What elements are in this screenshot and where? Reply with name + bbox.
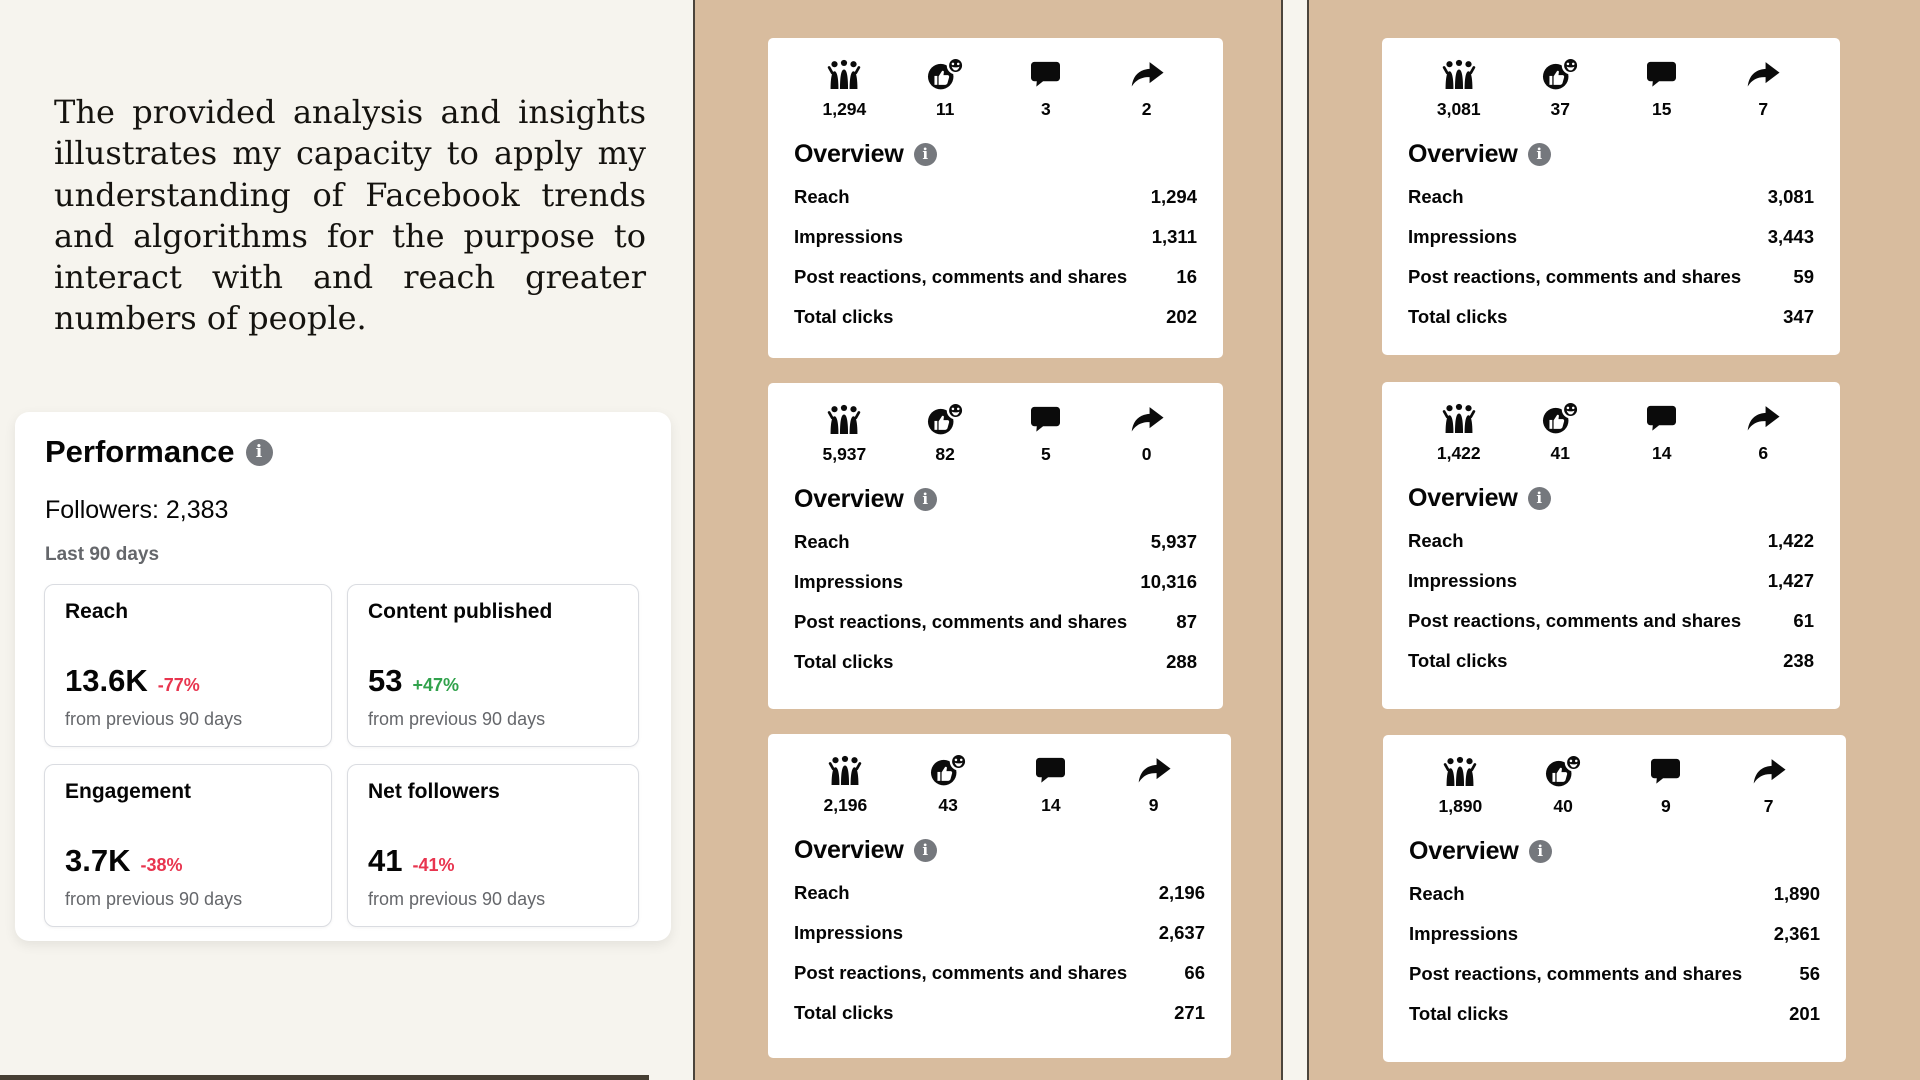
section-divider-rule [0, 1075, 649, 1080]
stat-comments [1611, 400, 1713, 464]
comment-icon [1646, 56, 1677, 92]
stat-value: 6 [1758, 443, 1769, 463]
comment-icon [1030, 56, 1061, 92]
stat-shares [1713, 56, 1815, 120]
info-icon[interactable]: i [1528, 487, 1551, 510]
overview-row-clicks [794, 297, 1197, 337]
overview-row-clicks [1409, 994, 1820, 1034]
row-value: 238 [1783, 650, 1814, 671]
stat-reactions [895, 401, 996, 465]
overview-row-reach [1408, 177, 1814, 217]
stat-shares [1102, 752, 1205, 816]
performance-card [15, 412, 671, 941]
post-stats-row [794, 748, 1205, 816]
share-icon [1751, 753, 1787, 789]
metric-caption: from previous 90 days [65, 889, 243, 909]
overview-title: Overview [1408, 140, 1518, 168]
info-icon[interactable]: i [914, 488, 937, 511]
reactions-icon [926, 401, 965, 437]
stat-reactions [1512, 753, 1615, 817]
stat-value: 7 [1758, 99, 1769, 119]
row-value: 61 [1793, 610, 1814, 631]
metric-title: Content published [368, 600, 553, 623]
performance-title [45, 434, 273, 470]
post-stats-row [1408, 396, 1814, 464]
post-stats-row [794, 52, 1197, 120]
overview-heading [1409, 837, 1820, 866]
metric-value: 13.6K [65, 663, 148, 698]
comment-icon [1030, 401, 1061, 437]
overview-heading [794, 836, 1205, 865]
post-insights-card [768, 38, 1223, 358]
comment-icon [1646, 400, 1677, 436]
reach-icon [827, 56, 861, 92]
row-value: 3,443 [1767, 226, 1814, 247]
row-label: Total clicks [794, 1002, 894, 1023]
stat-value: 5 [1041, 444, 1051, 464]
overview-row-reactions [1409, 954, 1820, 994]
row-value: 201 [1789, 1003, 1820, 1024]
overview-heading [1408, 484, 1814, 513]
overview-row-reach [794, 177, 1197, 217]
row-value: 2,196 [1158, 882, 1205, 903]
metric-caption: from previous 90 days [368, 889, 546, 909]
row-label: Post reactions, comments and shares [1409, 963, 1743, 984]
row-value: 5,937 [1150, 531, 1197, 552]
row-value: 347 [1783, 306, 1814, 327]
row-value: 2,361 [1773, 923, 1820, 944]
followers-count: Followers: 2,383 [45, 496, 229, 524]
stat-reach [794, 752, 897, 816]
stat-comments [1000, 752, 1103, 816]
overview-row-impressions [794, 913, 1205, 953]
metric-value: 41 [368, 843, 403, 878]
stat-value: 14 [1652, 443, 1672, 463]
row-label: Impressions [1408, 570, 1517, 591]
row-label: Reach [794, 186, 850, 207]
row-value: 87 [1176, 611, 1197, 632]
stat-shares [1096, 56, 1197, 120]
row-value: 271 [1174, 1002, 1205, 1023]
row-label: Impressions [794, 226, 903, 247]
row-label: Reach [1408, 530, 1464, 551]
stat-reach [794, 56, 895, 120]
info-icon[interactable]: i [914, 143, 937, 166]
overview-title: Overview [794, 140, 904, 168]
metric-change: +47% [412, 675, 460, 695]
reach-icon [828, 752, 862, 788]
row-label: Impressions [794, 571, 903, 592]
metric-card-reach[interactable] [44, 584, 332, 747]
overview-row-reach [794, 873, 1205, 913]
reach-icon [827, 401, 861, 437]
metric-card-engagement[interactable] [44, 764, 332, 927]
metric-caption: from previous 90 days [65, 709, 243, 729]
overview-title: Overview [1409, 837, 1519, 865]
stat-value: 37 [1550, 99, 1570, 119]
reactions-icon [1544, 753, 1583, 789]
overview-row-reach [1409, 874, 1820, 914]
stat-value: 15 [1652, 99, 1672, 119]
overview-row-reactions [1408, 601, 1814, 641]
share-icon [1129, 401, 1165, 437]
stat-reactions [1510, 56, 1612, 120]
overview-row-impressions [1408, 217, 1814, 257]
reactions-icon [1541, 56, 1580, 92]
row-label: Post reactions, comments and shares [1408, 610, 1742, 631]
overview-row-reactions [1408, 257, 1814, 297]
post-insights-card [1382, 38, 1840, 355]
metric-change: -77% [157, 675, 200, 695]
reactions-icon [929, 752, 968, 788]
post-insights-card [1382, 382, 1840, 709]
share-icon [1136, 752, 1172, 788]
row-value: 1,427 [1767, 570, 1814, 591]
row-label: Total clicks [1409, 1003, 1509, 1024]
comment-icon [1650, 753, 1681, 789]
metric-card-net-followers[interactable] [347, 764, 639, 927]
stat-comments [996, 56, 1097, 120]
post-stats-row [794, 397, 1197, 465]
post-insights-card [768, 734, 1231, 1058]
row-value: 10,316 [1140, 571, 1197, 592]
stat-value: 14 [1041, 795, 1061, 815]
row-label: Total clicks [794, 651, 894, 672]
row-value: 1,294 [1150, 186, 1197, 207]
share-icon [1745, 400, 1781, 436]
stat-reactions [895, 56, 996, 120]
stat-value: 5,937 [822, 444, 867, 464]
overview-heading [1408, 140, 1814, 169]
stat-value: 11 [935, 99, 955, 119]
stat-shares [1713, 400, 1815, 464]
overview-row-reach [794, 522, 1197, 562]
stat-shares [1717, 753, 1820, 817]
stat-value: 1,294 [822, 99, 867, 119]
post-insights-card [1383, 735, 1846, 1062]
overview-row-impressions [1408, 561, 1814, 601]
stat-value: 43 [938, 795, 958, 815]
overview-row-reactions [794, 257, 1197, 297]
row-label: Reach [1409, 883, 1465, 904]
stat-comments [1611, 56, 1713, 120]
stat-value: 40 [1553, 796, 1573, 816]
row-label: Post reactions, comments and shares [794, 962, 1128, 983]
stat-reach [1408, 400, 1510, 464]
row-label: Reach [794, 882, 850, 903]
row-value: 3,081 [1767, 186, 1814, 207]
post-stats-row [1409, 749, 1820, 817]
reach-icon [1442, 400, 1476, 436]
row-value: 16 [1176, 266, 1197, 287]
metric-value: 3.7K [65, 843, 131, 878]
overview-row-reach [1408, 521, 1814, 561]
stat-value: 3 [1041, 99, 1051, 119]
post-insights-card [768, 383, 1223, 709]
row-value: 59 [1793, 266, 1814, 287]
row-value: 1,311 [1151, 226, 1197, 247]
stat-reach [1408, 56, 1510, 120]
row-value: 1,890 [1773, 883, 1820, 904]
metric-value: 53 [368, 663, 403, 698]
overview-heading [794, 140, 1197, 169]
reach-icon [1442, 56, 1476, 92]
stat-reactions [1510, 400, 1612, 464]
post-stats-row [1408, 52, 1814, 120]
metric-title: Reach [65, 600, 129, 623]
overview-row-impressions [794, 217, 1197, 257]
info-icon[interactable]: i [1529, 840, 1552, 863]
overview-title: Overview [794, 485, 904, 513]
overview-row-clicks [1408, 297, 1814, 337]
overview-title: Overview [794, 836, 904, 864]
overview-row-impressions [1409, 914, 1820, 954]
row-label: Reach [1408, 186, 1464, 207]
overview-row-clicks [1408, 641, 1814, 681]
stat-value: 7 [1763, 796, 1774, 816]
info-icon[interactable]: i [914, 839, 937, 862]
stat-value: 9 [1661, 796, 1671, 816]
performance-title-text: Performance [45, 434, 235, 469]
overview-row-impressions [794, 562, 1197, 602]
stat-comments [996, 401, 1097, 465]
stat-value: 9 [1148, 795, 1159, 815]
stat-value: 0 [1141, 444, 1152, 464]
row-value: 288 [1166, 651, 1197, 672]
row-label: Impressions [1408, 226, 1517, 247]
stat-reactions [897, 752, 1000, 816]
stat-value: 41 [1550, 443, 1570, 463]
reactions-icon [1541, 400, 1580, 436]
stat-comments [1615, 753, 1718, 817]
stat-value: 82 [935, 444, 955, 464]
stat-value: 3,081 [1436, 99, 1481, 119]
row-label: Total clicks [1408, 306, 1508, 327]
overview-row-clicks [794, 642, 1197, 682]
row-label: Post reactions, comments and shares [1408, 266, 1742, 287]
overview-row-reactions [794, 953, 1205, 993]
overview-heading [794, 485, 1197, 514]
stat-value: 2 [1141, 99, 1152, 119]
row-label: Reach [794, 531, 850, 552]
row-label: Post reactions, comments and shares [794, 611, 1128, 632]
share-icon [1129, 56, 1165, 92]
stat-value: 1,422 [1436, 443, 1481, 463]
reactions-icon [926, 56, 965, 92]
stat-reach [794, 401, 895, 465]
row-label: Post reactions, comments and shares [794, 266, 1128, 287]
row-value: 56 [1799, 963, 1820, 984]
info-icon[interactable]: i [246, 439, 273, 466]
info-icon[interactable]: i [1528, 143, 1551, 166]
overview-row-reactions [794, 602, 1197, 642]
row-label: Total clicks [1408, 650, 1508, 671]
metric-title: Net followers [368, 780, 500, 803]
overview-title: Overview [1408, 484, 1518, 512]
stat-shares [1096, 401, 1197, 465]
row-value: 1,422 [1767, 530, 1814, 551]
overview-row-clicks [794, 993, 1205, 1033]
row-label: Impressions [794, 922, 903, 943]
stat-value: 2,196 [823, 795, 868, 815]
metric-caption: from previous 90 days [368, 709, 546, 729]
period-label: Last 90 days [45, 544, 160, 565]
comment-icon [1035, 752, 1066, 788]
stat-value: 1,890 [1438, 796, 1483, 816]
row-value: 2,637 [1158, 922, 1205, 943]
metric-change: -41% [412, 855, 455, 875]
row-label: Total clicks [794, 306, 894, 327]
metric-card-content-published[interactable] [347, 584, 639, 747]
metric-title: Engagement [65, 780, 192, 803]
intro-paragraph: The provided analysis and insights illustrates my capacity to apply my understanding of Facebook trends and algorithms for the purpose to interact with and reach greater numbers of people. [54, 93, 646, 338]
row-value: 202 [1166, 306, 1197, 327]
reach-icon [1443, 753, 1477, 789]
metric-change: -38% [140, 855, 183, 875]
row-label: Impressions [1409, 923, 1518, 944]
stat-reach [1409, 753, 1512, 817]
row-value: 66 [1184, 962, 1205, 983]
share-icon [1745, 56, 1781, 92]
